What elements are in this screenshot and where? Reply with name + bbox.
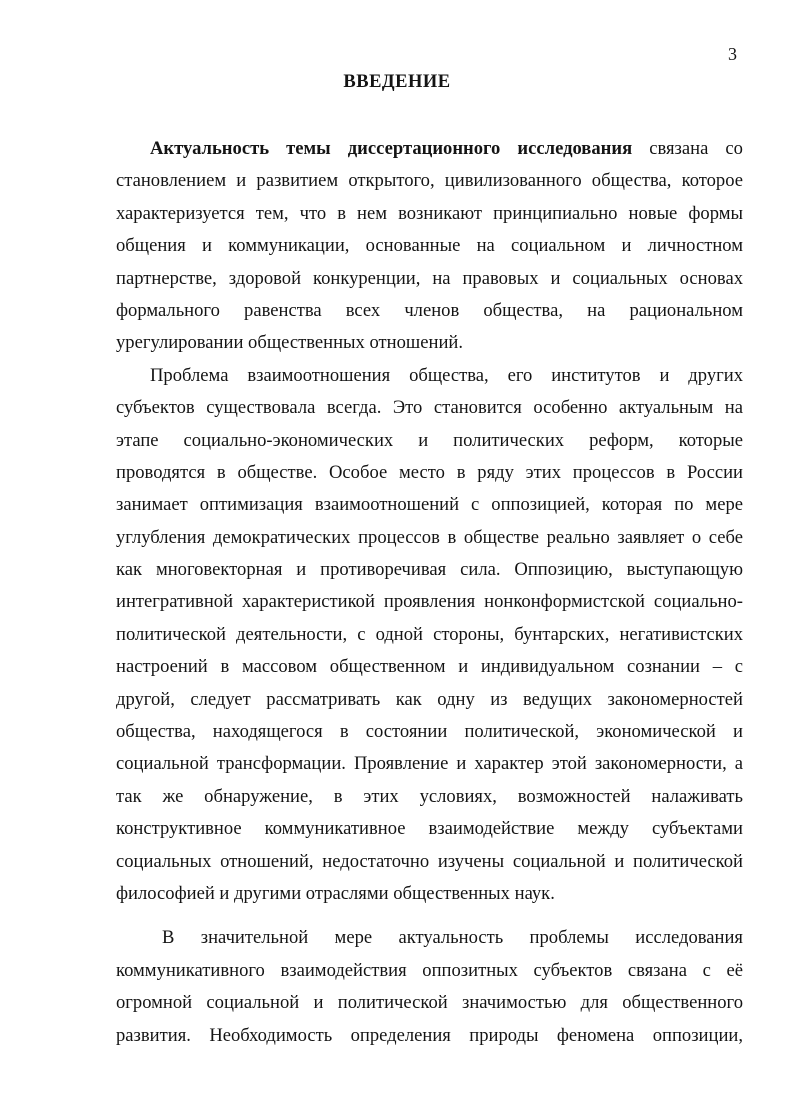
paragraph-line: формального равенства всех членов общества, на рациональном [116, 299, 743, 321]
paragraph-line: партнерстве, здоровой конкуренции, на правовых и социальных основах [116, 267, 743, 289]
paragraph-line: как многовекторная и противоречивая сила. Оппозицию, выступающую [116, 559, 743, 581]
page-title: ВВЕДЕНИЕ [343, 72, 451, 92]
paragraph-line: общения и коммуникации, основанные на социальном и личностном [116, 235, 743, 257]
paragraph-line: характеризуется тем, что в нем возникают принципиально новые формы [116, 202, 743, 224]
page-number: 3 [728, 44, 737, 64]
paragraph-1 [116, 133, 743, 360]
body-text [116, 133, 743, 1052]
paragraph-line: В значительной мере актуальность проблемы исследования [162, 927, 743, 949]
paragraph-line: конструктивное коммуникативное взаимодействие между субъектами [116, 818, 743, 840]
paragraph-line [116, 133, 743, 165]
lead-rest: связана со [632, 138, 743, 159]
paragraph-line: интегративной характеристикой проявления нонконформистской социально- [116, 591, 743, 613]
paragraph-line: философией и другими отраслями общественных наук. [116, 882, 555, 904]
paragraph-gap [116, 910, 743, 922]
paragraph-line: Проблема взаимоотношения общества, его институтов и других [150, 364, 743, 386]
paragraph-line: другой, следует рассматривать как одну из ведущих закономерностей [116, 688, 743, 710]
paragraph-3 [116, 922, 743, 1052]
paragraph-line: коммуникативного взаимодействия оппозитных субъектов связана с её [116, 959, 743, 981]
paragraph-line: урегулировании общественных отношений. [116, 332, 463, 354]
paragraph-line: политической деятельности, с одной стороны, бунтарских, негативистских [116, 623, 743, 645]
paragraph-line: так же обнаружение, в этих условиях, возможностей налаживать [116, 785, 743, 807]
paragraph-line: социальных отношений, недостаточно изучены социальной и политической [116, 850, 743, 872]
paragraph-line: занимает оптимизация взаимоотношений с оппозицией, которая по мере [116, 494, 743, 516]
paragraph-line: общества, находящегося в состоянии политической, экономической и [116, 721, 743, 743]
paragraph-line: огромной социальной и политической значимостью для общественного [116, 992, 743, 1014]
paragraph-line: углубления демократических процессов в обществе реально заявляет о себе [116, 526, 743, 548]
paragraph-line: настроений в массовом общественном и индивидуальном сознании – с [116, 656, 743, 678]
paragraph-line: этапе социально-экономических и политических реформ, которые [116, 429, 743, 451]
paragraph-line: развития. Необходимость определения природы феномена оппозиции, [116, 1024, 743, 1046]
lead-bold-phrase: Актуальность темы диссертационного исследования [150, 138, 633, 159]
paragraph-2 [116, 360, 743, 911]
paragraph-line: проводятся в обществе. Особое место в ряду этих процессов в России [116, 461, 743, 483]
paragraph-line: становлением и развитием открытого, цивилизованного общества, которое [116, 170, 743, 192]
paragraph-line: социальной трансформации. Проявление и характер этой закономерности, а [116, 753, 743, 775]
paragraph-line: субъектов существовала всегда. Это становится особенно актуальным на [116, 397, 743, 419]
